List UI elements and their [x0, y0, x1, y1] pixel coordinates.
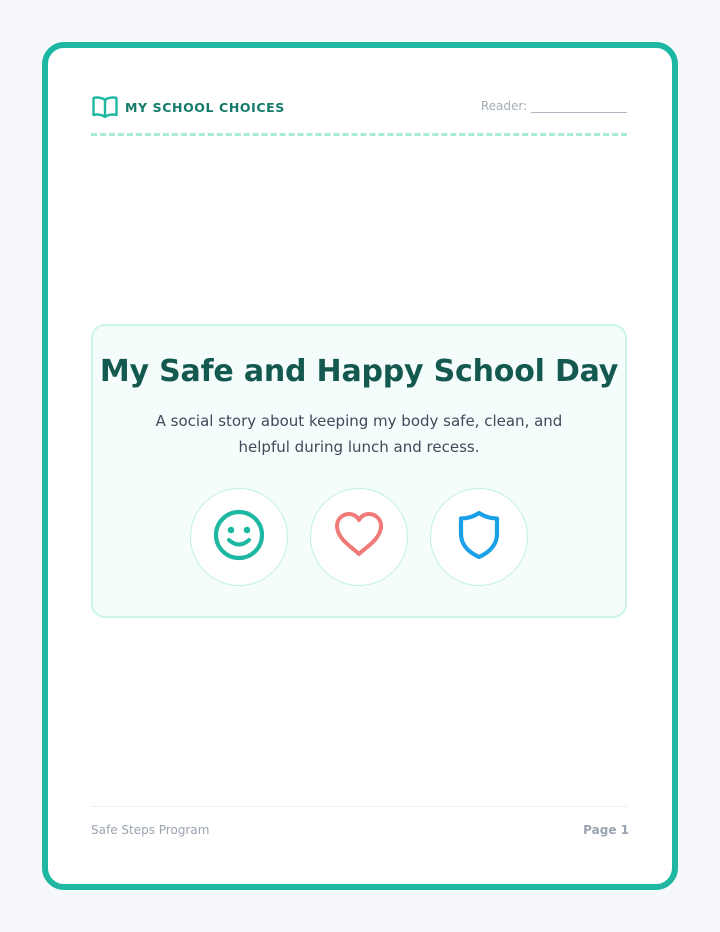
reader-name-field[interactable]: Reader: ________________ [480, 99, 627, 113]
story-subtitle: A social story about keeping my body safe, clean, and helpful during lunch and recess. [155, 412, 563, 456]
open-book-icon [91, 94, 119, 120]
page-header [91, 93, 627, 121]
shield-icon [451, 507, 507, 567]
footer-divider [91, 806, 627, 807]
smiley-face-icon [211, 507, 267, 567]
brand-title: MY SCHOOL CHOICES [125, 99, 285, 115]
story-page [42, 42, 678, 890]
page-number: Page 1 [583, 823, 629, 837]
program-name: Safe Steps Program [91, 823, 210, 837]
brand [91, 93, 285, 121]
story-title: My Safe and Happy School Day [99, 354, 619, 389]
smiley-badge [190, 488, 288, 586]
title-card [91, 324, 627, 618]
icon-row [93, 488, 625, 586]
shield-badge [430, 488, 528, 586]
heart-badge [310, 488, 408, 586]
header-divider [91, 133, 627, 136]
heart-icon [331, 507, 387, 567]
